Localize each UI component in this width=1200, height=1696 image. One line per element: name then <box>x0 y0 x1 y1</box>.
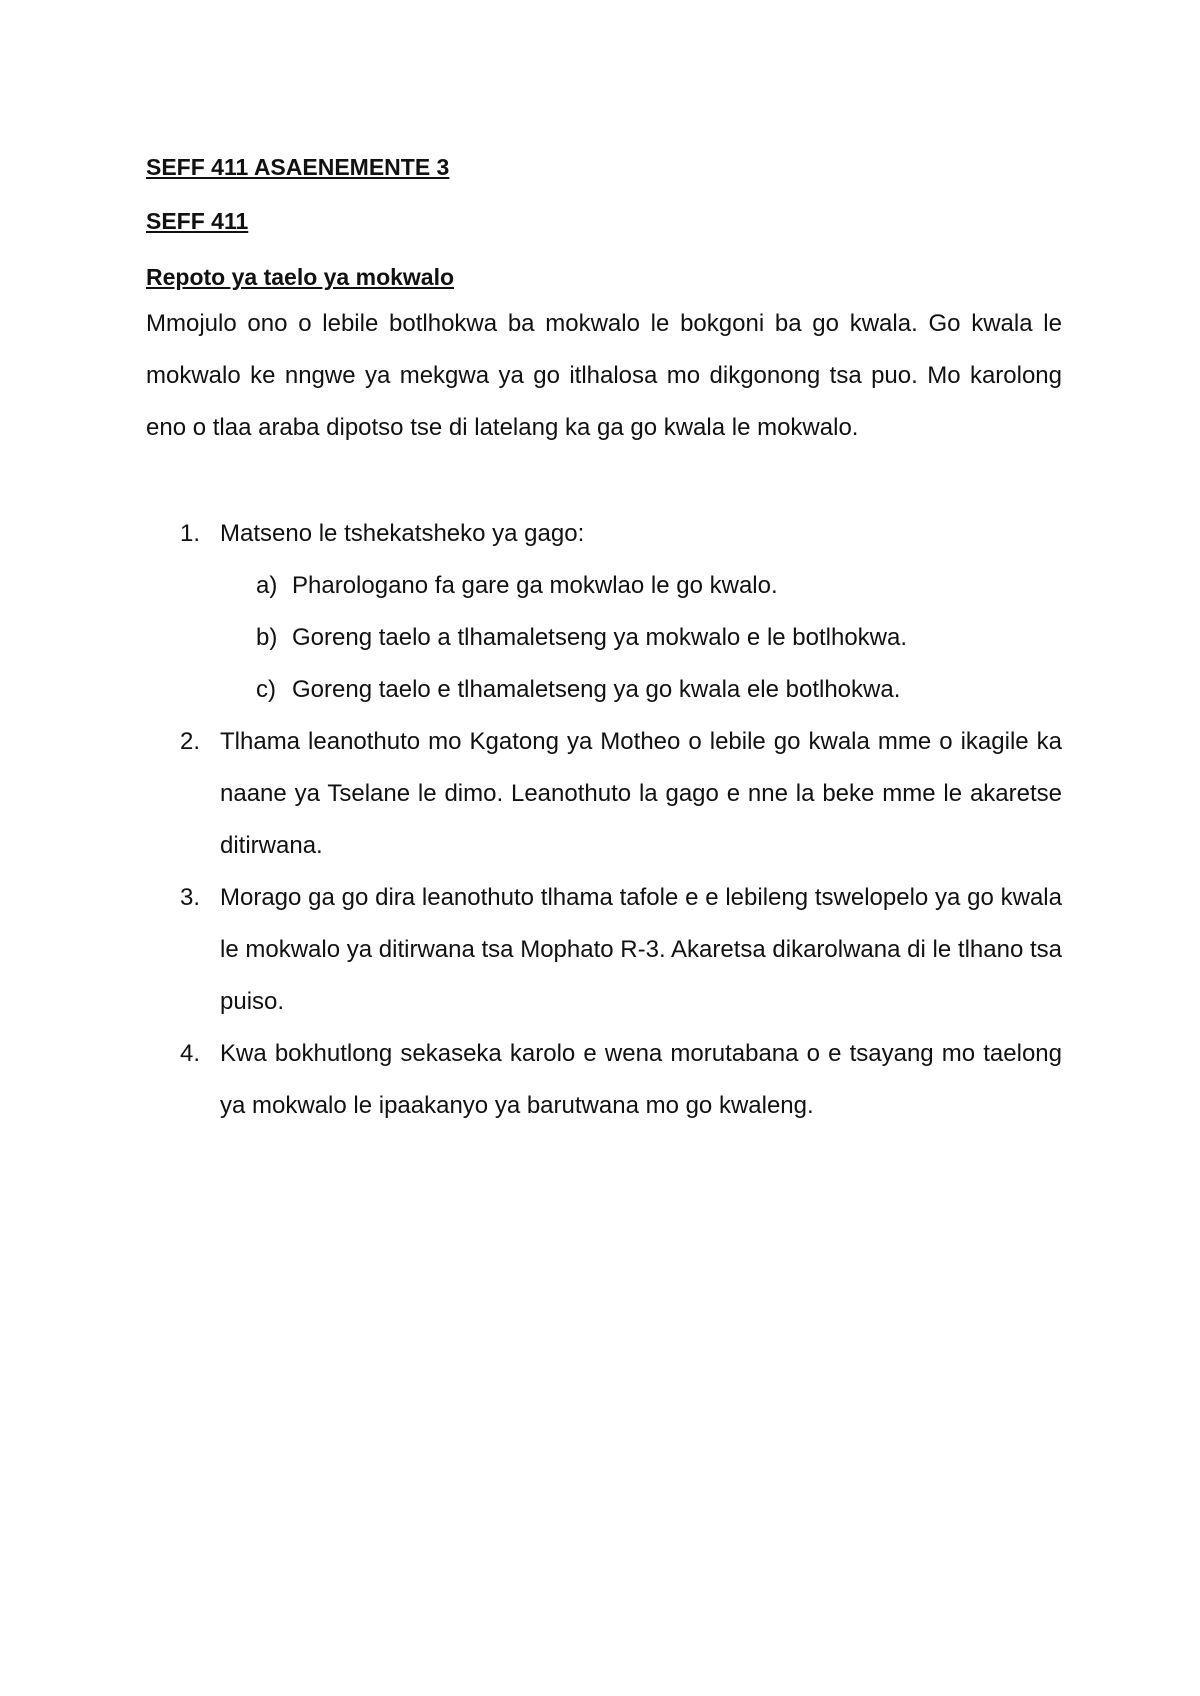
sub-question-list <box>220 560 1062 716</box>
sub-question-letter: b) <box>256 624 278 651</box>
sub-question-letter: c) <box>256 676 276 703</box>
question-list <box>146 508 1062 1132</box>
question-text: Matseno le tshekatsheko ya gago: <box>220 520 585 547</box>
question-text: Tlhama leanothuto mo Kgatong ya Motheo o lebile go kwala mme o ikagile ka naane ya Tselane le dimo. Leanothuto la gago e nne la beke mme le akaretse ditirwana. <box>220 728 1062 859</box>
question-number: 1. <box>180 520 201 547</box>
question-item-1 <box>146 508 1062 716</box>
question-item-4 <box>146 1028 1062 1132</box>
question-item-3 <box>146 872 1062 1028</box>
question-text: Kwa bokhutlong sekaseka karolo e wena morutabana o e tsayang mo taelong ya mokwalo le ipaakanyo ya barutwana mo go kwaleng. <box>220 1040 1062 1119</box>
sub-question-text: Goreng taelo e tlhamaletseng ya go kwala ele botlhokwa. <box>292 676 901 703</box>
question-number: 2. <box>180 728 201 755</box>
question-number: 3. <box>180 884 201 911</box>
sub-question-item-b <box>220 612 1062 664</box>
sub-question-item-c <box>220 664 1062 716</box>
sub-question-text: Goreng taelo a tlhamaletseng ya mokwalo e le botlhokwa. <box>292 624 908 651</box>
document-title: SEFF 411 ASAENEMENTE 3 <box>146 154 450 180</box>
question-text: Morago ga go dira leanothuto tlhama tafole e e lebileng tswelopelo ya go kwala le mokwalo ya ditirwana tsa Mophato R-3. Akaretsa dikarolwana di le tlhano tsa puiso. <box>220 884 1062 1015</box>
section-heading: Repoto ya taelo ya mokwalo <box>146 264 455 290</box>
course-code-heading: SEFF 411 <box>146 208 249 234</box>
sub-question-letter: a) <box>256 572 278 599</box>
question-number: 4. <box>180 1040 201 1067</box>
sub-question-text: Pharologano fa gare ga mokwlao le go kwalo. <box>292 572 778 599</box>
intro-paragraph: Mmojulo ono o lebile botlhokwa ba mokwalo le bokgoni ba go kwala. Go kwala le mokwalo ke nngwe ya mekgwa ya go itlhalosa mo dikgonong tsa puo. Mo karolong eno o tlaa araba dipotso tse di latelang ka ga go kwala le mokwalo. <box>146 310 1062 441</box>
document-body <box>146 150 1062 1132</box>
question-item-2 <box>146 716 1062 872</box>
sub-question-item-a <box>220 560 1062 612</box>
